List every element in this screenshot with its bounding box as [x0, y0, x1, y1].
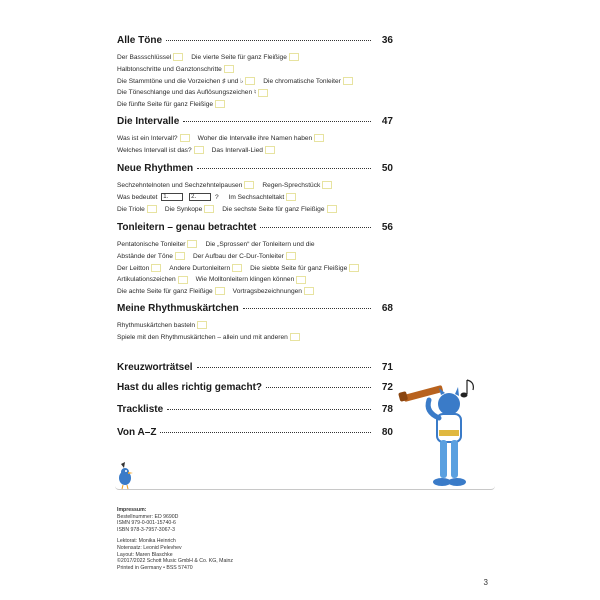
toc-item-text[interactable]: Die „Sprossen“ der Tonleitern und die: [205, 241, 315, 248]
toc-item[interactable]: Halbtonschritte und Ganztonschritte: [117, 64, 234, 76]
toc-item-text[interactable]: Was bedeutet: [117, 193, 158, 201]
toc-heading: [117, 116, 393, 130]
bird-illustration-icon: [115, 462, 139, 490]
leader-dots: [266, 387, 371, 388]
toc-item[interactable]: Die siebte Seite für ganz Fleißige: [250, 263, 359, 275]
question-mark: ?: [214, 193, 219, 201]
section-title: Von A–Z: [117, 427, 157, 438]
impressum-line: Lektorat: Monika Heinrich: [117, 538, 176, 545]
toc-item[interactable]: Andere Durtonleitern: [169, 263, 242, 275]
toc-item[interactable]: Das Intervall-Lied: [212, 145, 275, 157]
toc-section-tonleitern: [117, 222, 393, 298]
section-title: Neue Rhythmen: [117, 163, 194, 174]
impressum-heading: Impressum:: [117, 507, 147, 513]
toc-entry-von-a-z[interactable]: [117, 427, 393, 441]
toc-entry-loesungen[interactable]: [117, 382, 393, 396]
section-page: 47: [381, 116, 393, 127]
section-page: 71: [381, 362, 393, 373]
toc-item[interactable]: Der Aufbau der C-Dur-Tonleiter: [193, 251, 296, 263]
leader-dots: [243, 308, 371, 309]
impressum-line: ISBN 978-3-7957-3067-3: [117, 526, 175, 533]
leader-dots: [167, 409, 371, 410]
toc-item[interactable]: Vortragsbezeichnungen: [233, 286, 314, 298]
toc-item[interactable]: Der Leitton: [117, 263, 161, 275]
toc-section-neue-rhythmen: [117, 163, 393, 215]
rhythm-box-1: 1.: [161, 193, 183, 201]
toc-entry-trackliste[interactable]: [117, 404, 393, 418]
toc-item[interactable]: Regen-Sprechstück: [262, 180, 332, 192]
toc-item[interactable]: Die sechste Seite für ganz Fleißige: [222, 204, 336, 216]
toc-section-alle-toene: [117, 35, 393, 111]
toc-item[interactable]: Welches Intervall ist das?: [117, 145, 204, 157]
toc-item[interactable]: Pentatonische Tonleiter: [117, 239, 197, 251]
toc-item[interactable]: Wie Molltonleitern klingen können: [196, 274, 307, 286]
impressum-line: Printed in Germany • BSS 57470: [117, 564, 193, 571]
section-page: 72: [381, 382, 393, 393]
toc-item[interactable]: Woher die Intervalle ihre Namen haben: [198, 133, 325, 145]
impressum: [117, 507, 233, 571]
toc-heading: [117, 303, 393, 317]
section-title: Tonleitern – genau betrachtet: [117, 222, 257, 233]
section-title: Alle Töne: [117, 35, 163, 46]
toc-item[interactable]: Die Stammtöne und die Vorzeichen ♯ und ♭: [117, 76, 255, 88]
section-page: 80: [381, 427, 393, 438]
impressum-line: ISMN 979-0-001-15740-6: [117, 520, 176, 527]
toc-item[interactable]: Die fünfte Seite für ganz Fleißige: [117, 99, 225, 111]
section-title: Trackliste: [117, 404, 164, 415]
section-page: 56: [381, 222, 393, 233]
toc-item[interactable]: Die Triole: [117, 204, 157, 216]
toc-item[interactable]: Abstände der Töne: [117, 251, 185, 263]
section-page: 36: [381, 35, 393, 46]
toc-item[interactable]: Der Bassschlüssel: [117, 52, 183, 64]
rhythm-box-2: 2.: [189, 193, 211, 201]
toc-item[interactable]: Rhythmuskärtchen basteln: [117, 320, 207, 332]
section-page: 78: [381, 404, 393, 415]
page-number: 3: [483, 578, 488, 587]
toc-item[interactable]: Die achte Seite für ganz Fleißige: [117, 286, 225, 298]
leader-dots: [166, 40, 371, 41]
section-page: 68: [381, 303, 393, 314]
section-page: 50: [381, 163, 393, 174]
toc-heading: [117, 222, 393, 236]
toc-section-rhythmuskaertchen: [117, 303, 393, 344]
impressum-line: Notensatz: Leonid Pelevhev: [117, 544, 182, 551]
toc-item[interactable]: Die vierte Seite für ganz Fleißige: [191, 52, 299, 64]
section-title: Meine Rhythmuskärtchen: [117, 303, 239, 314]
section-title: Hast du alles richtig gemacht?: [117, 382, 263, 393]
toc-item[interactable]: Artikulationszeichen: [117, 274, 188, 286]
leader-dots: [260, 227, 371, 228]
toc-item[interactable]: Im Sechsachteltakt: [229, 192, 297, 204]
impressum-line: Bestellnummer: ED 9690D: [117, 513, 179, 520]
section-title: Kreuzworträtsel: [117, 362, 193, 373]
leader-dots: [160, 432, 371, 433]
toc-item[interactable]: Die Synkope: [165, 204, 214, 216]
impressum-line: Layout: Maren Blaschke: [117, 551, 173, 558]
impressum-line: ©2017/2022 Schott Music GmbH & Co. KG, Mainz: [117, 558, 233, 565]
toc-item[interactable]: Spiele mit den Rhythmuskärtchen – allein und mit anderen: [117, 332, 300, 344]
toc-item[interactable]: Die chromatische Tonleiter: [263, 76, 353, 88]
toc-entry-kreuzwortraetsel[interactable]: [117, 362, 393, 376]
toc-item[interactable]: Was ist ein Intervall?: [117, 133, 190, 145]
toc-heading: [117, 35, 393, 49]
leader-dots: [183, 121, 371, 122]
toc-item[interactable]: Die Töneschlange und das Auflösungszeichen ♮: [117, 87, 268, 99]
section-title: Die Intervalle: [117, 116, 180, 127]
leader-dots: [197, 168, 371, 169]
toc-item[interactable]: Sechzehntelnoten und Sechzehntelpausen: [117, 180, 254, 192]
kid-telescope-illustration-icon: [395, 368, 500, 493]
toc-section-intervalle: [117, 116, 393, 157]
leader-dots: [197, 367, 371, 368]
toc-heading: [117, 163, 393, 177]
